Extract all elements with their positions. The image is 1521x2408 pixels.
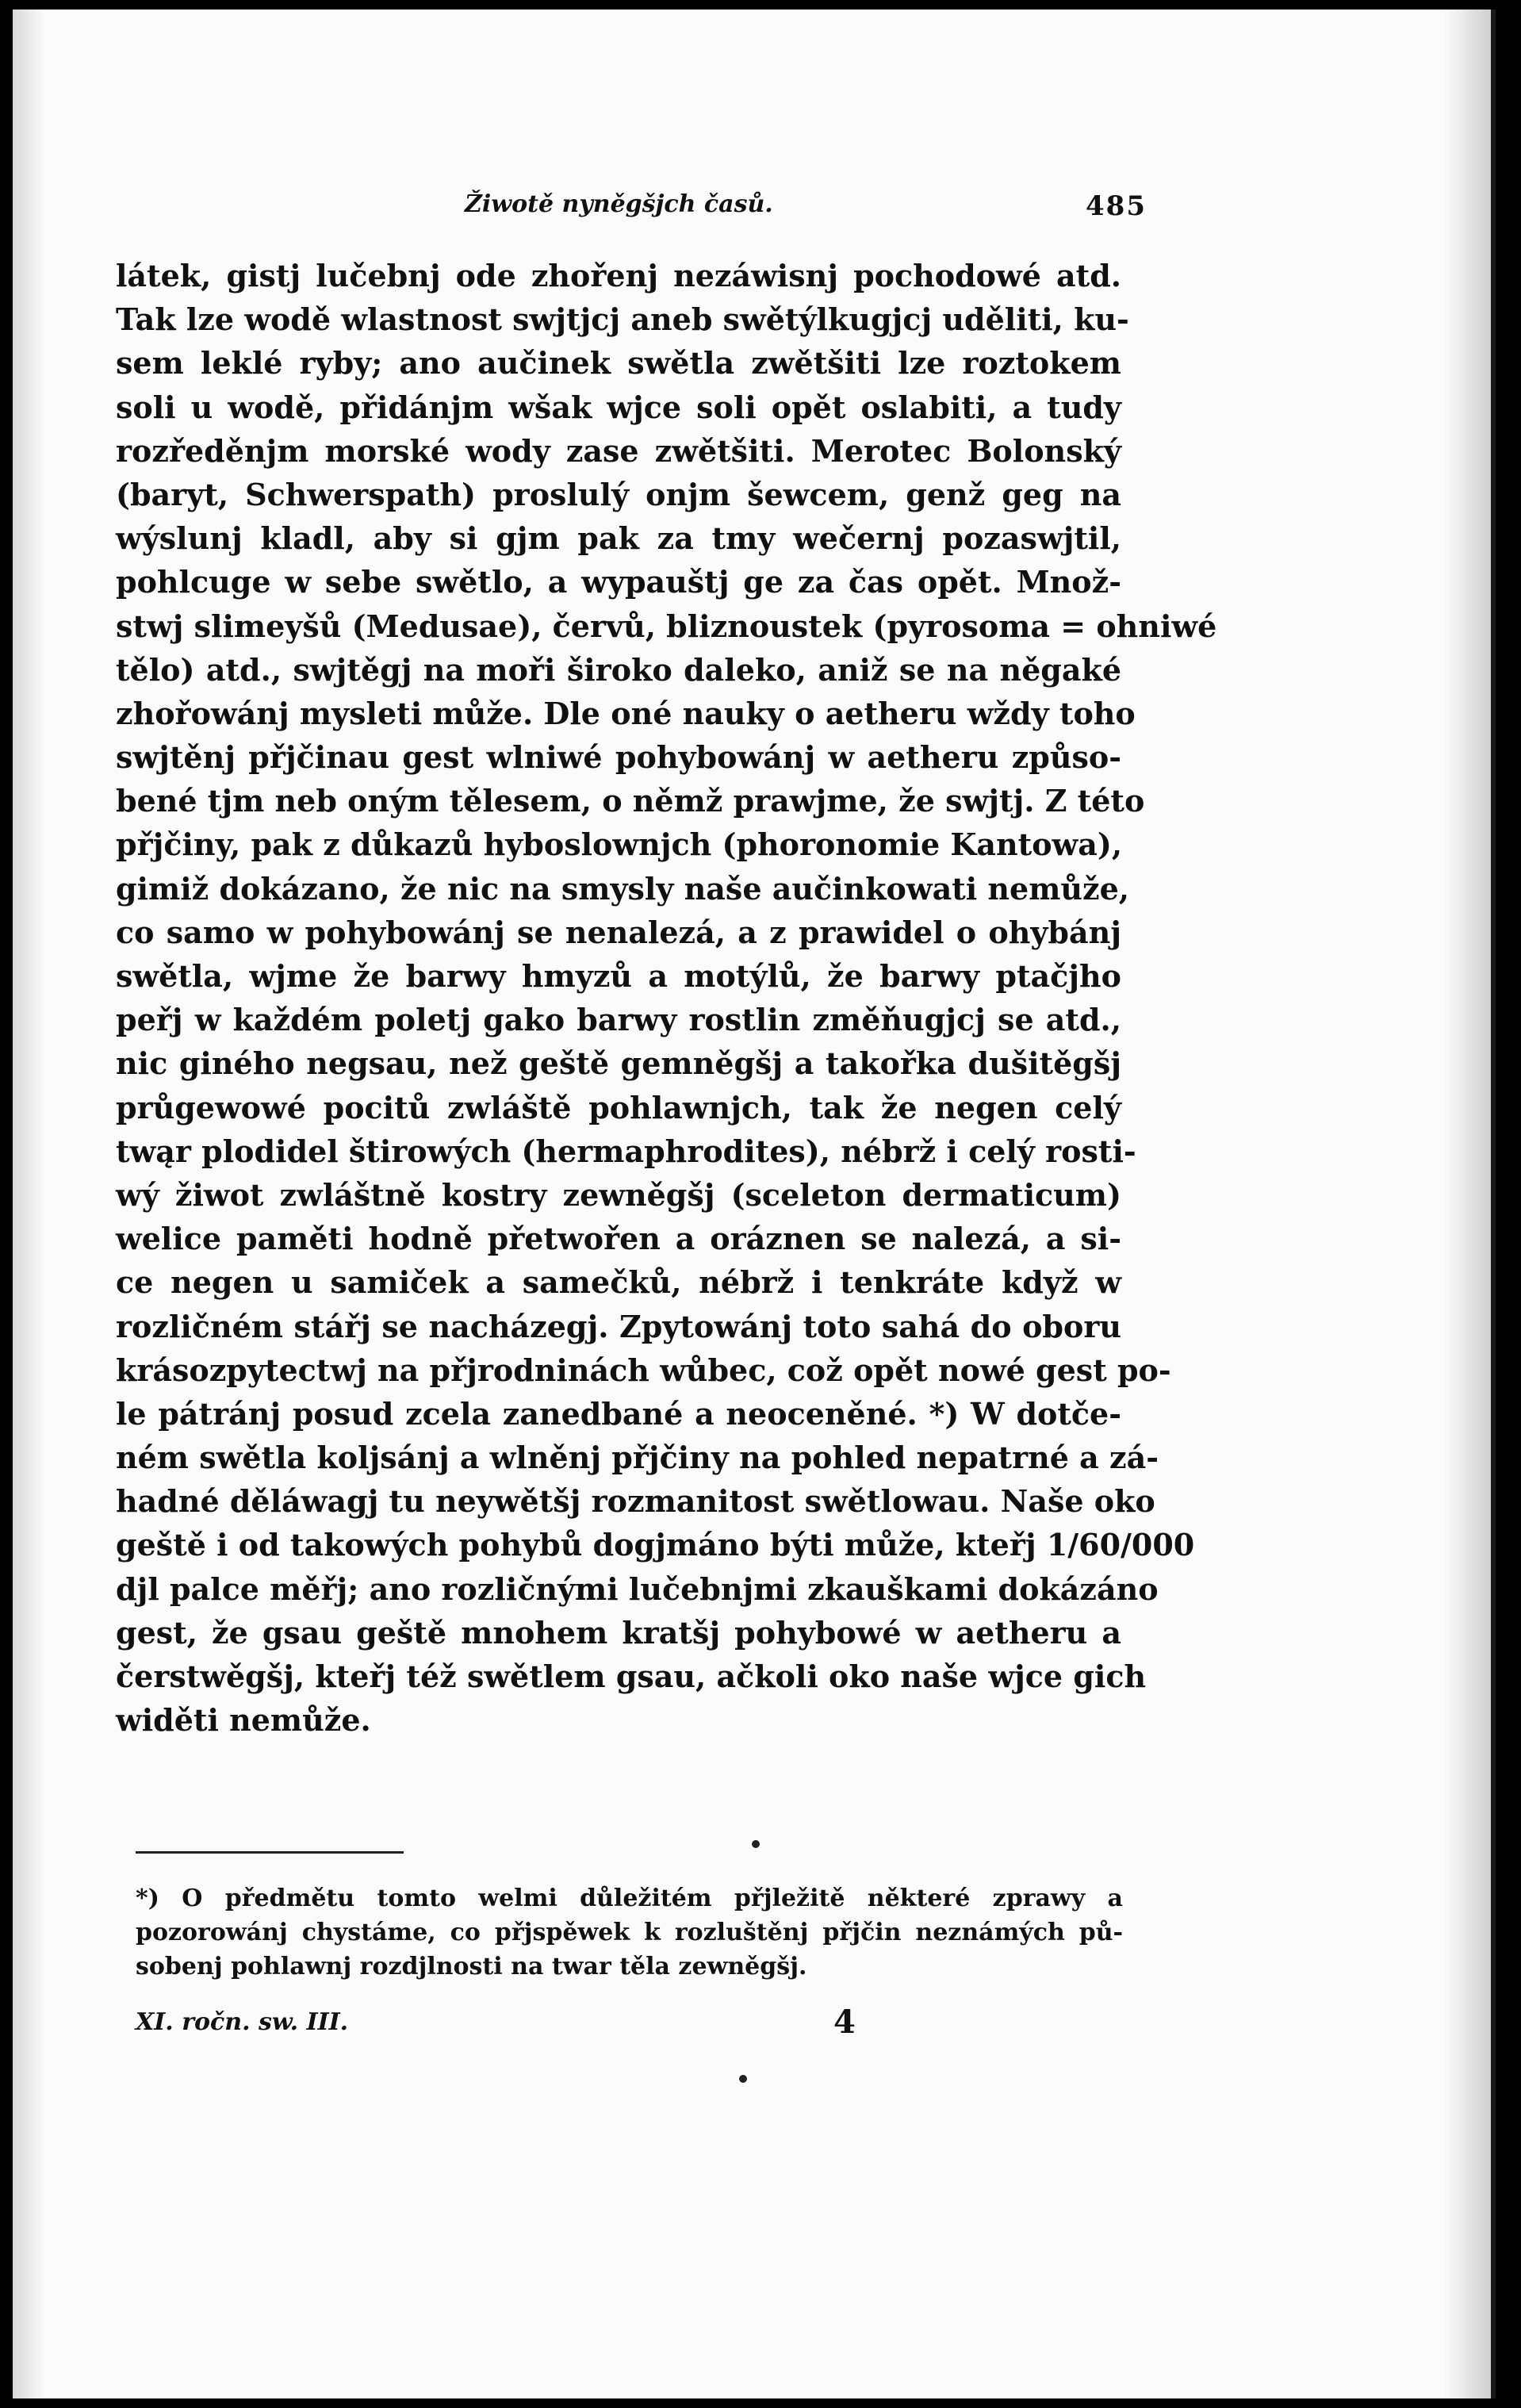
text-line: průgewowé pocitů zwláště pohlawnjch, tak že negen celý [116, 1089, 1121, 1125]
footnote-rule [136, 1851, 404, 1854]
text-line: rozličném stářj se nacházegj. Zpytowánj toto sahá do oboru [116, 1308, 1121, 1344]
footnote-line: sobenj pohlawnj rozdjlnosti na twar těla zewněgšj. [136, 1953, 807, 1980]
text-line: látek, gistj lučebnj ode zhořenj nezáwisnj pochodowé atd. [116, 258, 1121, 293]
ornament-dot-icon [752, 1840, 760, 1848]
text-line: co samo w pohybowánj se nenalezá, a z prawidel o ohybánj [116, 914, 1121, 950]
text-line: čerstwěgšj, kteřj též swětlem gsau, ačkoli oko naše wjce gich [116, 1658, 1147, 1694]
running-title: Žiwotě nyněgšjch časů. [465, 190, 773, 218]
text-line: zhořowánj mysleti může. Dle oné nauky o aetheru wždy toho [116, 695, 1136, 731]
footnote [136, 1881, 1123, 1984]
text-line: swjtěnj přjčinau gest wlniwé pohybowánj w aetheru způso- [116, 739, 1121, 776]
text-line: swětla, wjme že barwy hmyzů a motýlů, že barwy ptačjho [116, 958, 1121, 994]
text-line: widěti nemůže. [116, 1702, 371, 1739]
page-gutter-shadow [13, 10, 44, 2398]
text-line: ném swětla koljsánj a wlněnj přjčiny na pohled nepatrné a zá- [116, 1440, 1159, 1476]
footnote-line: pozorowánj chystáme, co přjspěwek k rozluštěnj přjčin neznámých pů- [136, 1919, 1123, 1946]
text-line: krásozpytectwj na přjrodninách wůbec, což opět nowé gest po- [116, 1352, 1171, 1388]
page-number: 485 [1086, 190, 1147, 222]
signature-number: 4 [833, 2003, 856, 2041]
page-header [116, 190, 1147, 238]
text-line: peřj w každém poletj gako barwy rostlin změňugjcj se atd., [116, 1002, 1121, 1038]
text-line: gest, že gsau geště mnohem kratšj pohybowé w aetheru a [116, 1614, 1121, 1651]
text-line: djl palce měřj; ano rozličnými lučebnjmi zkauškami dokázáno [116, 1570, 1159, 1607]
body-text [116, 254, 1217, 1742]
text-line: bené tjm neb oným tělesem, o němž prawjme, že swjtj. Z této [116, 783, 1145, 819]
text-line: sem leklé ryby; ano aučinek swětla zwětšiti lze roztokem [116, 345, 1121, 382]
text-line: (baryt, Schwerspath) proslulý onjm šewcem, genž geg na [116, 476, 1121, 512]
text-line: geště i od takowých pohybů dogjmáno býti může, kteřj 1/60/000 [116, 1527, 1195, 1563]
text-line: soli u wodě, přidánjm wšak wjce soli opět oslabiti, a tudy [116, 389, 1121, 425]
volume-mark: XI. ročn. sw. III. [136, 2008, 349, 2036]
text-line: Tak lze wodě wlastnost swjtjcj aneb swětýlkugjcj uděliti, ku- [116, 301, 1129, 338]
text-line: nic giného negsau, než geště gemněgšj a takořka dušitěgšj [116, 1045, 1121, 1082]
text-line: pohlcuge w sebe swětlo, a wypauštj ge za čas opět. Množ- [116, 564, 1121, 600]
text-line: welice paměti hodně přetwořen a oráznen se nalezá, a si- [116, 1221, 1121, 1257]
text-line: twąr plodidel štirowých (hermaphrodites), nébrž i celý rosti- [116, 1133, 1136, 1169]
text-line: přjčiny, pak z důkazů hyboslownjch (phoronomie Kantowa), [116, 826, 1123, 863]
text-line: ce negen u samiček a samečků, nébrž i tenkráte když w [116, 1264, 1121, 1301]
text-line: rozředěnjm morské wody zase zwětšiti. Merotec Bolonský [116, 432, 1121, 469]
book-page [13, 10, 1496, 2398]
ornament-dot-icon [739, 2075, 747, 2083]
page-edge-shadow [1443, 10, 1491, 2398]
text-line: stwj slimeyšů (Medusae), červů, bliznoustek (pyrosoma = ohniwé [116, 608, 1217, 644]
text-line: tělo) atd., swjtěgj na moři široko daleko, aniž se na něgaké [116, 651, 1121, 688]
printer-signature [136, 2003, 929, 2043]
text-line: wý žiwot zwláštně kostry zewněgšj (sceleton dermaticum) [116, 1176, 1121, 1213]
text-line: hadné děláwagj tu neywětšj rozmanitost swětlowau. Naše oko [116, 1483, 1155, 1520]
text-line: gimiž dokázano, že nic na smysly naše aučinkowati nemůže, [116, 870, 1130, 907]
text-line: wýslunj kladl, aby si gjm pak za tmy wečernj pozaswjtil, [116, 520, 1121, 557]
footnote-line: *) O předmětu tomto welmi důležitém přjležitě některé zprawy a [136, 1885, 1123, 1912]
text-line: le pátránj posud zcela zanedbané a neoceněné. *) W dotče- [116, 1395, 1121, 1432]
